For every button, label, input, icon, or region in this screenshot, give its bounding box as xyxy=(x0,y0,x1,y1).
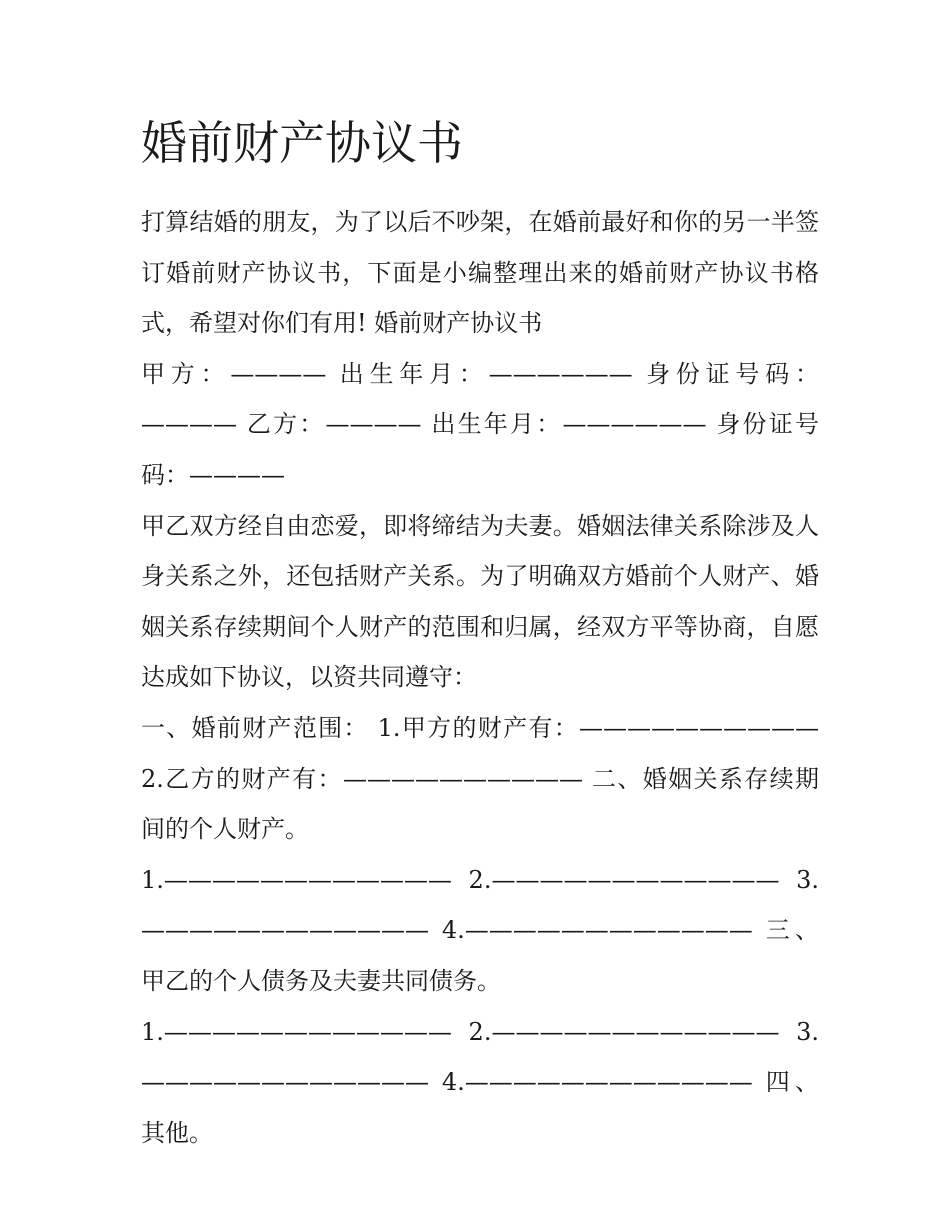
other-terms-paragraph: 1.———————————— 2.———————————— 3.———————————— 4.———————————— 四、其他。 xyxy=(141,1017,819,1147)
parties-paragraph: 甲方：———— 出生年月：—————— 身份证号码：———— 乙方：———— 出生年月：—————— 身份证号码：———— xyxy=(141,359,819,489)
intro-paragraph: 打算结婚的朋友，为了以后不吵架，在婚前最好和你的另一半签订婚前财产协议书，下面是小编整理出来的婚前财产协议书格式，希望对你们有用! 婚前财产协议书 xyxy=(141,208,819,338)
document-body xyxy=(141,197,819,1158)
document-title: 婚前财产协议书 xyxy=(141,116,463,170)
personal-debts-paragraph: 1.———————————— 2.———————————— 3.———————————— 4.———————————— 三、甲乙的个人债务及夫妻共同债务。 xyxy=(141,865,819,995)
preamble-paragraph: 甲乙双方经自由恋爱，即将缔结为夫妻。婚姻法律关系除涉及人身关系之外，还包括财产关系。为了明确双方婚前个人财产、婚姻关系存续期间个人财产的范围和归属，经双方平等协商，自愿达成如下协议，以资共同遵守： xyxy=(141,511,819,692)
premarital-property-paragraph: 一、婚前财产范围： 1.甲方的财产有：—————————— 2.乙方的财产有：—————————— 二、婚姻关系存续期间的个人财产。 xyxy=(141,713,819,844)
